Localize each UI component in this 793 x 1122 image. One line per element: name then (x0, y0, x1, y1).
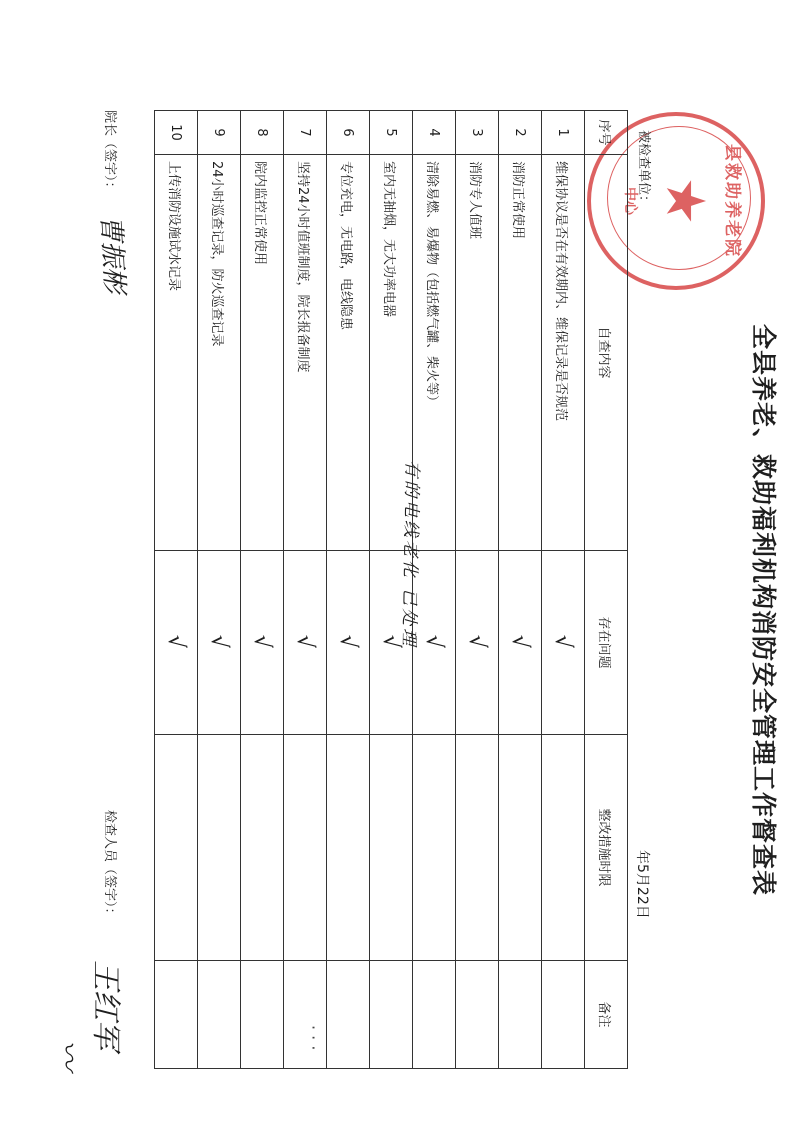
row-remarks (198, 961, 241, 1069)
table-row (499, 111, 542, 1069)
row-remarks (327, 961, 370, 1069)
header-measures: 整改措施时限 (585, 735, 628, 961)
row-number: 7 (284, 111, 327, 155)
row-content: 消防正常使用 (499, 155, 542, 551)
row-number: 8 (241, 111, 284, 155)
row-measures (370, 735, 413, 961)
check-mark: √ (291, 634, 319, 651)
row-content: 上传消防设施试水记录 (155, 155, 198, 551)
inspection-table (154, 110, 628, 1069)
row-number: 4 (413, 111, 456, 155)
row-number: 3 (456, 111, 499, 155)
document-title: 全县养老、救助福利机构消防安全管理工作督查表 (749, 323, 778, 896)
row-number: 9 (198, 111, 241, 155)
check-mark: √ (549, 634, 577, 651)
table-row (542, 111, 585, 1069)
row-measures (542, 735, 585, 961)
check-mark: √ (248, 634, 276, 651)
row-measures (284, 735, 327, 961)
row-remarks (542, 961, 585, 1069)
header-number: 序号 (585, 111, 628, 155)
check-mark: √ (463, 634, 491, 651)
seal-bottom-text: 中心 (622, 187, 638, 215)
scan-dots: · · · (304, 1025, 323, 1051)
table-row (456, 111, 499, 1069)
table-row (284, 111, 327, 1069)
table-row (327, 111, 370, 1069)
check-mark: √ (377, 634, 405, 651)
director-signature-label: 院长（签字）： (102, 110, 117, 195)
row-content: 专位充电，无电路，电线隐患 (327, 155, 370, 551)
row-remarks (284, 961, 327, 1069)
row-remarks (370, 961, 413, 1069)
row-measures (327, 735, 370, 961)
inspector-signature-label: 检查人员（签字）： (102, 810, 117, 921)
row-number: 1 (542, 111, 585, 155)
inspected-unit-label: 被检查单位： (636, 130, 651, 209)
document-date: 年5月22日 (634, 850, 650, 919)
row-number: 2 (499, 111, 542, 155)
table-row (198, 111, 241, 1069)
check-mark: √ (162, 634, 190, 651)
check-mark: √ (420, 634, 448, 651)
table-header-row (585, 111, 628, 1069)
header-content: 自查内容 (585, 155, 628, 551)
row-remarks (155, 961, 198, 1069)
seal-star-icon: ★ (654, 176, 717, 226)
row-measures (241, 735, 284, 961)
row-content: 室内无抽烟，无大功率电器 (370, 155, 413, 551)
row-remarks (456, 961, 499, 1069)
table-row (241, 111, 284, 1069)
row-measures (198, 735, 241, 961)
header-issue: 存在问题 (585, 551, 628, 735)
header-remarks: 备注 (585, 961, 628, 1069)
row-number: 6 (327, 111, 370, 155)
check-mark: √ (205, 634, 233, 651)
row-content: 维保协议是否在有效期内、维保记录是否规范 (542, 155, 585, 551)
handwritten-note: 有的电线老化 已处理 (398, 459, 422, 649)
check-mark: √ (506, 634, 534, 651)
inspector-signature: 王红军 (88, 960, 123, 1050)
row-content: 消防专人值班 (456, 155, 499, 551)
row-content: 清除易燃、易爆物（包括燃气罐、柴火等） (413, 155, 456, 551)
table-row (155, 111, 198, 1069)
check-mark: √ (334, 634, 362, 651)
seal-name: 县救助养老院 (722, 144, 742, 258)
row-content: 坚持24小时值班制度，院长报备制度 (284, 155, 327, 551)
row-measures (456, 735, 499, 961)
row-measures (413, 735, 456, 961)
row-measures (155, 735, 198, 961)
row-content: 24小时巡查记录，防火巡查记录 (198, 155, 241, 551)
signature-scribble-icon: 〰 (50, 1040, 85, 1070)
row-number: 10 (155, 111, 198, 155)
row-number: 5 (370, 111, 413, 155)
row-content: 院内监控正常使用 (241, 155, 284, 551)
row-measures (499, 735, 542, 961)
row-remarks (499, 961, 542, 1069)
row-remarks (413, 961, 456, 1069)
row-remarks (241, 961, 284, 1069)
director-signature: 曹振彬 (94, 214, 130, 294)
